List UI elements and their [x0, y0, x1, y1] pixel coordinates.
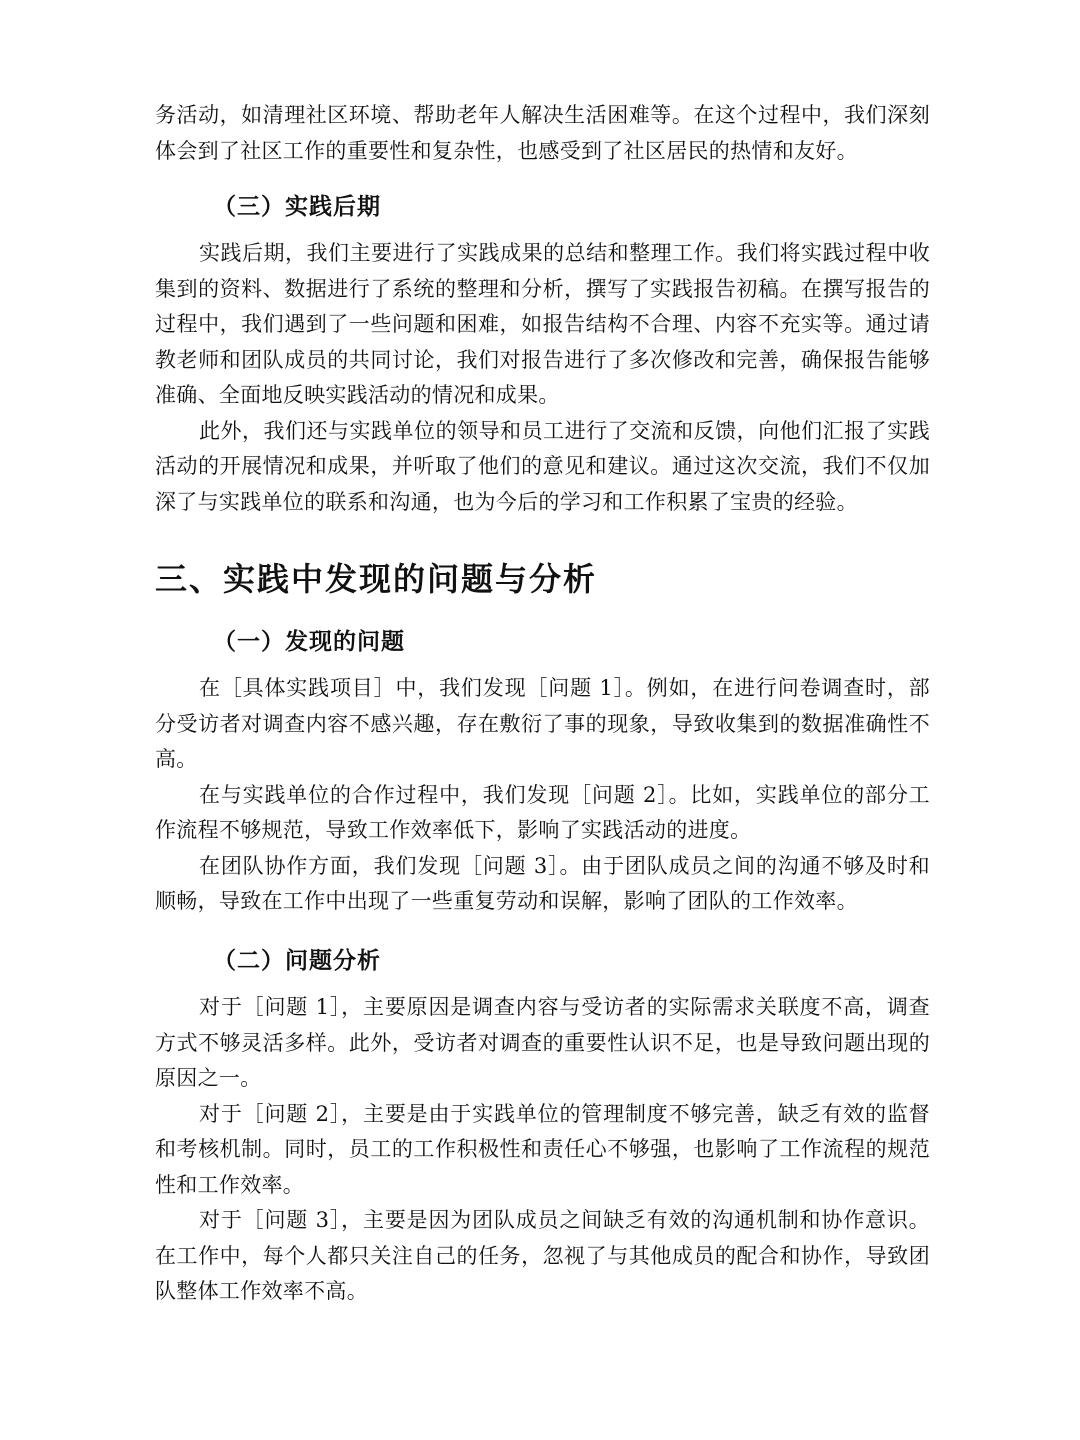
paragraph-problem-2: 在与实践单位的合作过程中，我们发现［问题 2］。比如，实践单位的部分工作流程不够规范，导致工作效率低下，影响了实践活动的进度。 — [155, 782, 930, 842]
intro-paragraph-block — [155, 98, 930, 169]
subsection-3-heading-block — [155, 192, 930, 222]
subsection-heading-practice-late: （三）实践后期 — [213, 194, 381, 220]
paragraph-practice-late-1: 实践后期，我们主要进行了实践成果的总结和整理工作。我们将实践过程中收集到的资料、数据进行了系统的整理和分析，撰写了实践报告初稿。在撰写报告的过程中，我们遇到了一些问题和困难，如报告结构不合理、内容不充实等。通过请教老师和团队成员的共同讨论，我们对报告进行了多次修改和完善，确保报告能够准确、全面地反映实践活动的情况和成果。 — [155, 241, 930, 407]
subsection-analysis-heading-block — [155, 946, 930, 976]
paragraph-problem-3: 在团队协作方面，我们发现［问题 3］。由于团队成员之间的沟通不够及时和顺畅，导致在工作中出现了一些重复劳动和误解，影响了团队的工作效率。 — [155, 853, 930, 913]
paragraph-analysis-3: 对于［问题 3］，主要是因为团队成员之间缺乏有效的沟通机制和协作意识。在工作中，每个人都只关注自己的任务，忽视了与其他成员的配合和协作，导致团队整体工作效率不高。 — [155, 1208, 930, 1303]
subsection-heading-problem-analysis: （二）问题分析 — [213, 948, 381, 974]
subsection-problems-body — [155, 671, 930, 920]
paragraph-problem-1: 在［具体实践项目］中，我们发现［问题 1］。例如，在进行问卷调查时，部分受访者对调查内容不感兴趣，存在敷衍了事的现象，导致收集到的数据准确性不高。 — [155, 676, 930, 771]
subsection-3-body — [155, 236, 930, 520]
paragraph-practice-late-2: 此外，我们还与实践单位的领导和员工进行了交流和反馈，向他们汇报了实践活动的开展情况和成果，并听取了他们的意见和建议。通过这次交流，我们不仅加深了与实践单位的联系和沟通，也为今后的学习和工作积累了宝贵的经验。 — [155, 418, 930, 514]
section-heading-problems-analysis: 三、实践中发现的问题与分析 — [155, 560, 598, 598]
intro-paragraph: 务活动，如清理社区环境、帮助老年人解决生活困难等。在这个过程中，我们深刻体会到了社区工作的重要性和复杂性，也感受到了社区居民的热情和友好。 — [155, 103, 930, 163]
subsection-heading-found-problems: （一）发现的问题 — [213, 629, 405, 655]
paragraph-analysis-2: 对于［问题 2］，主要是由于实践单位的管理制度不够完善，缺乏有效的监督和考核机制。同时，员工的工作积极性和责任心不够强，也影响了工作流程的规范性和工作效率。 — [155, 1101, 930, 1197]
section-3-heading-block — [155, 559, 930, 599]
subsection-analysis-body — [155, 990, 930, 1310]
paragraph-analysis-1: 对于［问题 1］，主要原因是调查内容与受访者的实际需求关联度不高，调查方式不够灵活多样。此外，受访者对调查的重要性认识不足，也是导致问题出现的原因之一。 — [155, 995, 930, 1090]
subsection-problems-heading-block — [155, 627, 930, 657]
